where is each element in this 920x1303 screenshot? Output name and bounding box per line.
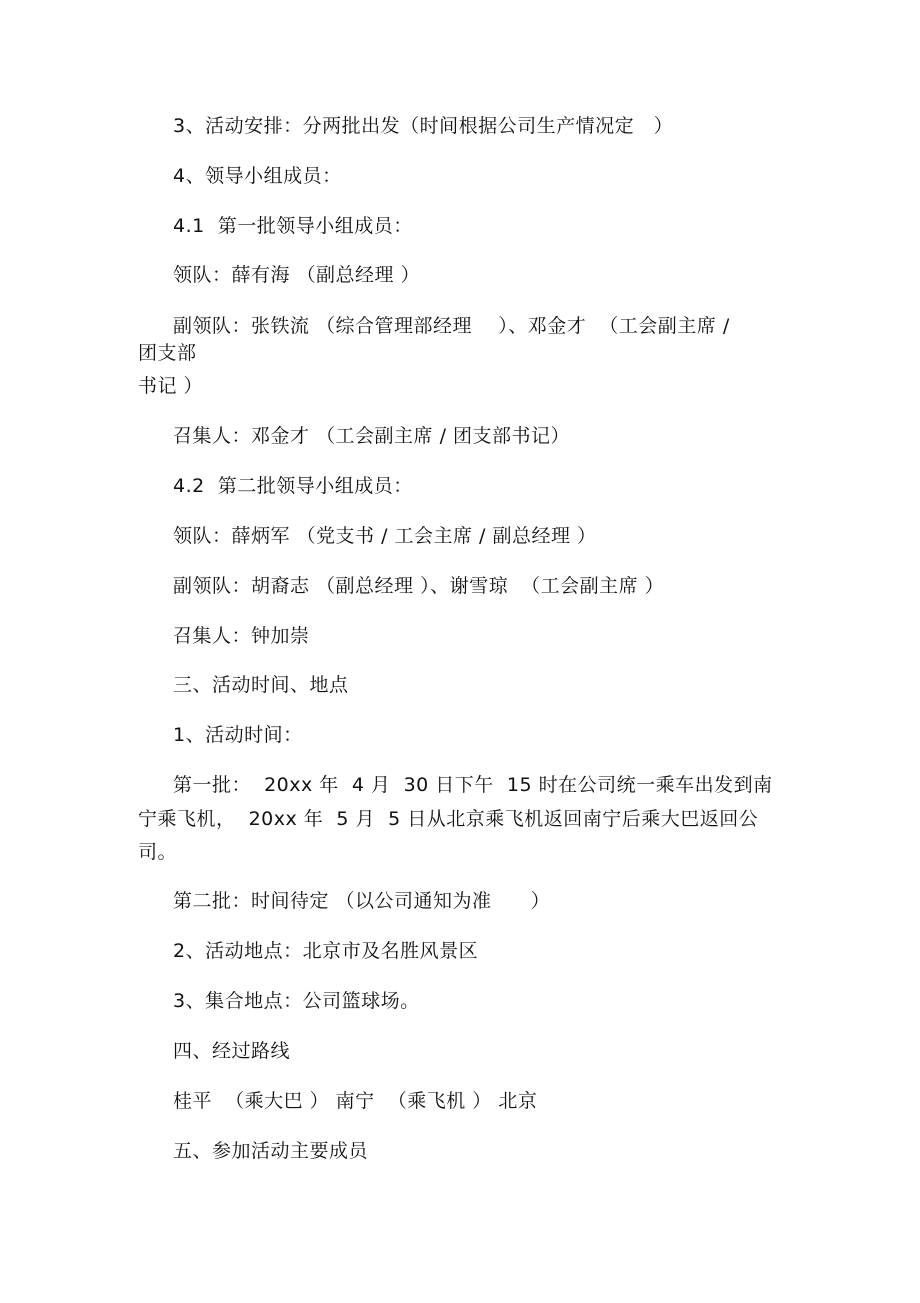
text-line: 3、集合地点：公司篮球场。 [173, 990, 420, 1012]
text-line: 书记 ） [138, 375, 204, 397]
section-heading: 五、参加活动主要成员 [173, 1140, 369, 1162]
text-line: 2、活动地点：北京市及名胜风景区 [173, 940, 479, 962]
text-line: 副领队：张铁流 （综合管理部经理 ）、邓金才 （工会副主席 / [173, 315, 730, 337]
text-line: 宁乘飞机， 20xx 年 5 月 5 日从北京乘飞机返回南宁后乘大巴返回公 [138, 808, 759, 830]
text-line: 4.2 第二批领导小组成员： [173, 475, 413, 497]
text-line: 召集人：钟加崇 [173, 625, 310, 647]
text-line: 桂平 （乘大巴 ） 南宁 （乘飞机 ） 北京 [173, 1090, 538, 1112]
text-line: 召集人：邓金才 （工会副主席 / 团支部书记） [173, 425, 571, 447]
text-line: 副领队：胡裔志 （副总经理 ）、谢雪琼 （工会副主席 ） [173, 575, 665, 597]
text-line: 3、活动安排：分两批出发（时间根据公司生产情况定 ） [173, 115, 674, 137]
text-line: 第一批： 20xx 年 4 月 30 日下午 15 时在公司统一乘车出发到南 [173, 774, 773, 796]
text-line: 第二批：时间待定 （以公司通知为准 ） [173, 890, 551, 912]
text-line: 领队：薛炳军 （党支书 / 工会主席 / 副总经理 ） [173, 525, 597, 547]
text-line: 1、活动时间： [173, 724, 303, 746]
text-line: 领队：薛有海 （副总经理 ） [173, 264, 421, 286]
text-line: 4.1 第一批领导小组成员： [173, 215, 413, 237]
section-heading: 四、经过路线 [173, 1040, 291, 1062]
text-line: 司。 [138, 841, 178, 863]
text-line: 团支部 [138, 342, 197, 364]
section-heading: 三、活动时间、地点 [173, 674, 349, 696]
text-line: 4、领导小组成员： [173, 165, 342, 187]
